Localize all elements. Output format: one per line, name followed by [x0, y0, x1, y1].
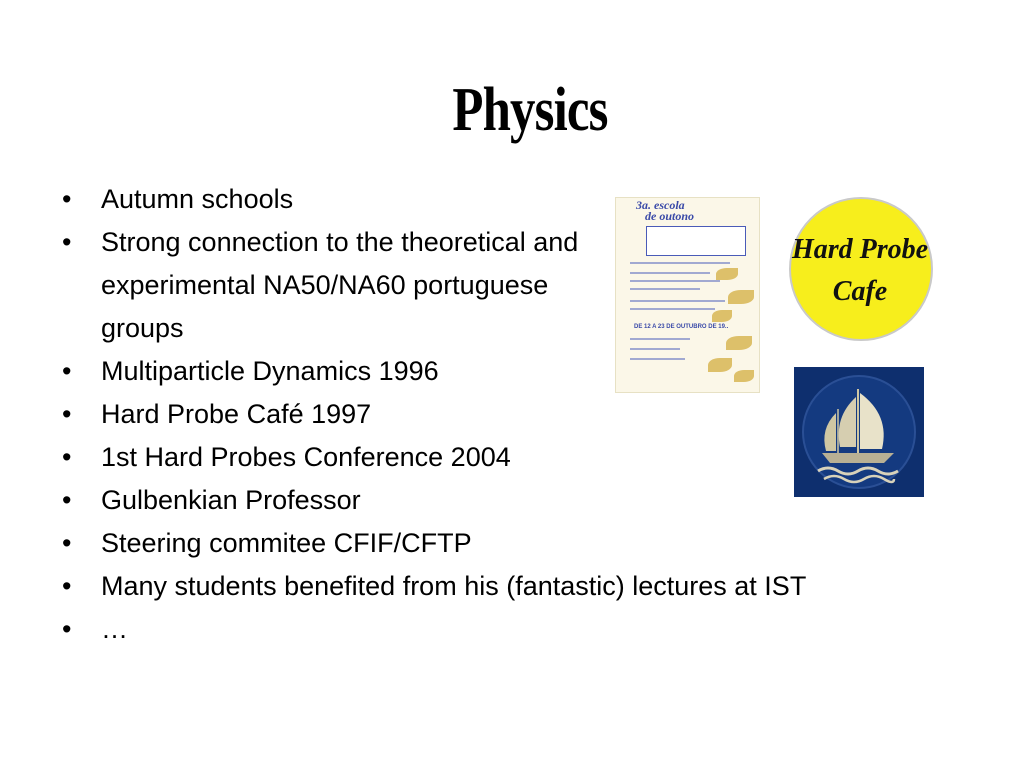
bullet-icon: • [62, 442, 72, 472]
ship-icon [794, 367, 924, 497]
bullet-icon: • [62, 571, 72, 601]
bullet-icon: • [62, 614, 72, 644]
bullet-item: • Gulbenkian Professor [62, 479, 1002, 522]
bullet-icon: • [62, 184, 72, 214]
bullet-icon: • [62, 399, 72, 429]
leaf-decoration [716, 268, 738, 280]
leaf-decoration [712, 310, 732, 322]
hard-probe-cafe-logo-text: Hard Probe Cafe [791, 234, 929, 307]
poster-text-line [630, 288, 700, 290]
poster-date: DE 12 A 23 DE OUTUBRO DE 19.. [634, 324, 729, 330]
leaf-decoration [726, 336, 752, 350]
poster-text-line [630, 358, 685, 360]
poster-text-line [630, 272, 710, 274]
bullet-item: • … [62, 608, 1002, 651]
poster-text-line [630, 262, 730, 264]
bullet-item: • 1st Hard Probes Conference 2004 [62, 436, 1002, 479]
bullet-item: • Multiparticle Dynamics 1996 [62, 350, 1002, 393]
poster-text-line [630, 308, 715, 310]
bullet-icon: • [62, 356, 72, 386]
bullet-item: • Strong connection to the theoretical and experimental NA50/NA60 portuguese groups [62, 221, 581, 350]
bullet-item: • Many students benefited from his (fantastic) lectures at IST [62, 565, 1002, 608]
poster-text-line [630, 348, 680, 350]
bullet-icon: • [62, 528, 72, 558]
ship-emblem-image [794, 367, 924, 497]
bullet-icon: • [62, 485, 72, 515]
poster-box [646, 226, 746, 256]
leaf-decoration [728, 290, 754, 304]
poster-text-line [630, 338, 690, 340]
bullet-icon: • [62, 227, 72, 257]
leaf-decoration [708, 358, 732, 372]
bullet-item: • Autumn schools [62, 178, 1002, 221]
leaf-decoration [734, 370, 754, 382]
poster-text-line [630, 280, 720, 282]
poster-text-line [630, 300, 725, 302]
bullet-item: • Hard Probe Café 1997 [62, 393, 1002, 436]
poster-heading: 3a. escola de outono [636, 198, 695, 223]
bullet-item: • Steering commitee CFIF/CFTP [62, 522, 1002, 565]
autumn-school-poster-image [615, 197, 760, 393]
slide-title: Physics [452, 76, 608, 144]
